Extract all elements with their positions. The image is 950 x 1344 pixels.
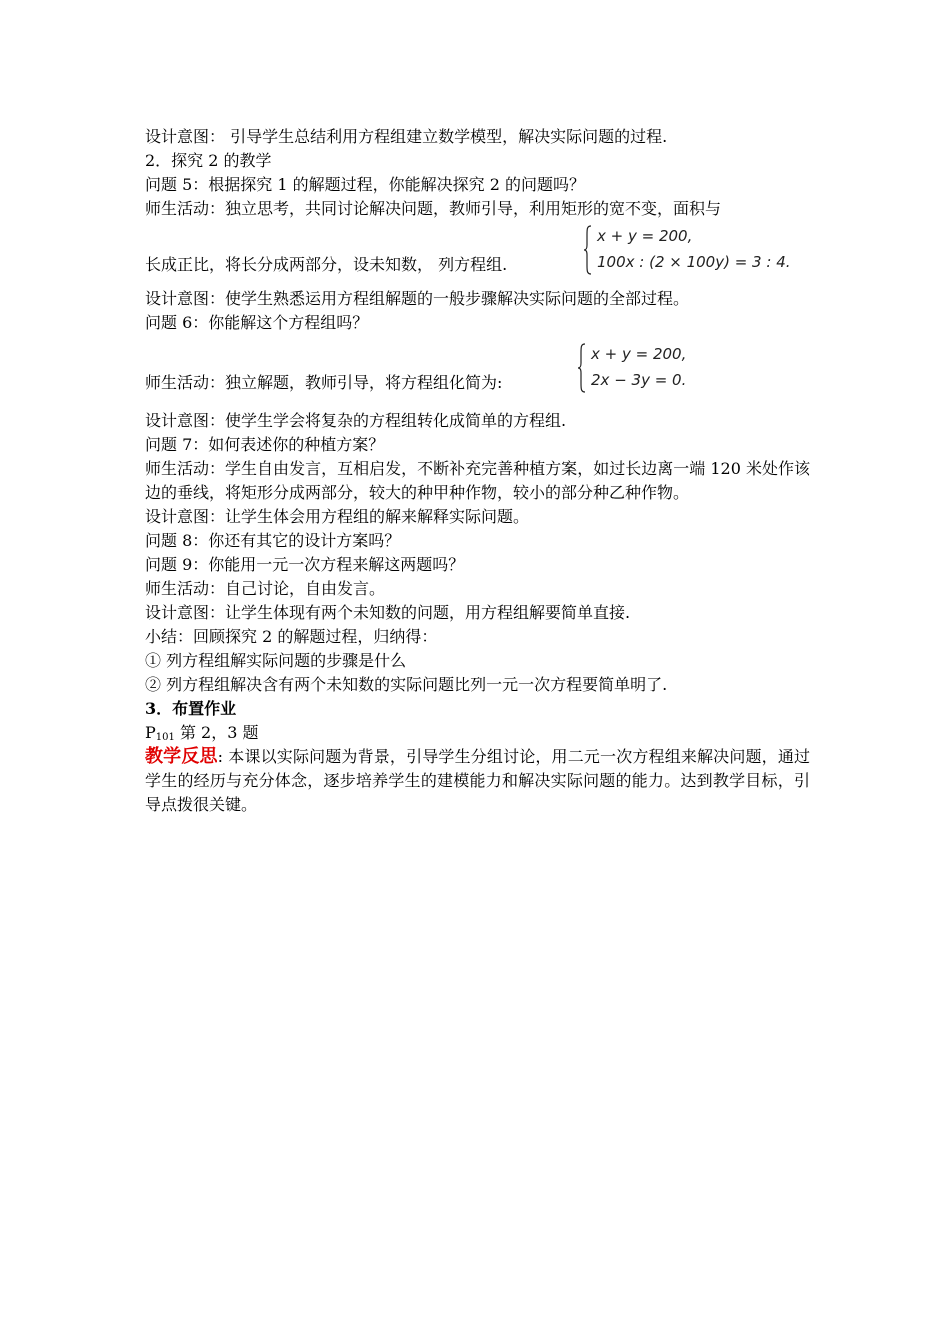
design-intent-2: 设计意图：使学生熟悉运用方程组解题的一般步骤解决实际问题的全部过程。 — [145, 289, 690, 308]
summary-point-1: ① 列方程组解实际问题的步骤是什么 — [145, 651, 407, 670]
design-intent-5: 设计意图：让学生体现有两个未知数的问题，用方程组解要简单直接. — [145, 603, 631, 622]
equation-1a: x + y = 200, — [597, 227, 693, 245]
summary-point-2: ② 列方程组解决含有两个未知数的实际问题比列一元一次方程要简单明了. — [145, 675, 668, 694]
question-6: 问题 6：你能解这个方程组吗？ — [145, 313, 369, 332]
equation-2b: 2x − 3y = 0. — [591, 371, 687, 389]
question-5: 问题 5：根据探究 1 的解题过程，你能解决探究 2 的问题吗？ — [145, 175, 585, 194]
design-intent-3: 设计意图：使学生学会将复杂的方程组转化成简单的方程组. — [145, 411, 567, 430]
design-intent-4: 设计意图：让学生体会用方程组的解来解释实际问题。 — [145, 507, 530, 526]
activity-4: 师生活动：自己讨论，自由发言。 — [145, 579, 386, 598]
question-7: 问题 7：如何表述你的种植方案？ — [145, 435, 385, 454]
homework-page-letter: P — [145, 723, 156, 742]
section-2-heading: 2．探究 2 的教学 — [145, 151, 272, 170]
activity-2-text: 师生活动：独立解题，教师引导，将方程组化简为: — [145, 373, 503, 392]
question-8: 问题 8：你还有其它的设计方案吗？ — [145, 531, 401, 550]
design-intent-1: 设计意图： 引导学生总结利用方程组建立数学模型，解决实际问题的过程. — [145, 127, 668, 146]
left-brace-icon — [577, 343, 586, 393]
activity-1: 师生活动：独立思考，共同讨论解决问题，教师引导，利用矩形的宽不变，面积与 — [145, 199, 722, 218]
document-body — [145, 125, 810, 817]
section-3-heading: 3．布置作业 — [145, 699, 237, 718]
reflection-body: : 本课以实际问题为背景，引导学生分组讨论，用二元一次方程组来解决问题，通过学生的经历与充分体念，逐步培养学生的建模能力和解决实际问题的能力。达到教学目标，引导点拨很关键。 — [145, 747, 810, 814]
activity-1-tail: 长成正比，将长分成两部分，设未知数， 列方程组. — [145, 255, 508, 274]
activity-2 — [145, 335, 810, 399]
equation-1b: 100x : (2 × 100y) = 3 : 4. — [597, 253, 791, 271]
equation-2a: x + y = 200, — [591, 345, 687, 363]
reflection-heading: 教学反思 — [145, 746, 218, 767]
summary: 小结：回顾探究 2 的解题过程，归纳得： — [145, 627, 438, 646]
activity-3: 师生活动：学生自由发言，互相启发，不断补充完善种植方案，如过长边离一端 120 米处作该边的垂线，将矩形分成两部分，较大的种甲种作物，较小的部分种乙种作物。 — [145, 459, 810, 502]
left-brace-icon — [583, 225, 592, 275]
equation-system-2 — [577, 341, 686, 393]
homework — [145, 721, 810, 745]
activity-1-continued — [145, 221, 810, 281]
homework-text: 第 2，3 题 — [174, 723, 259, 742]
homework-page-number: 101 — [155, 732, 175, 743]
teaching-reflection — [145, 745, 810, 817]
equation-system-1 — [583, 223, 791, 275]
question-9: 问题 9：你能用一元一次方程来解这两题吗？ — [145, 555, 465, 574]
